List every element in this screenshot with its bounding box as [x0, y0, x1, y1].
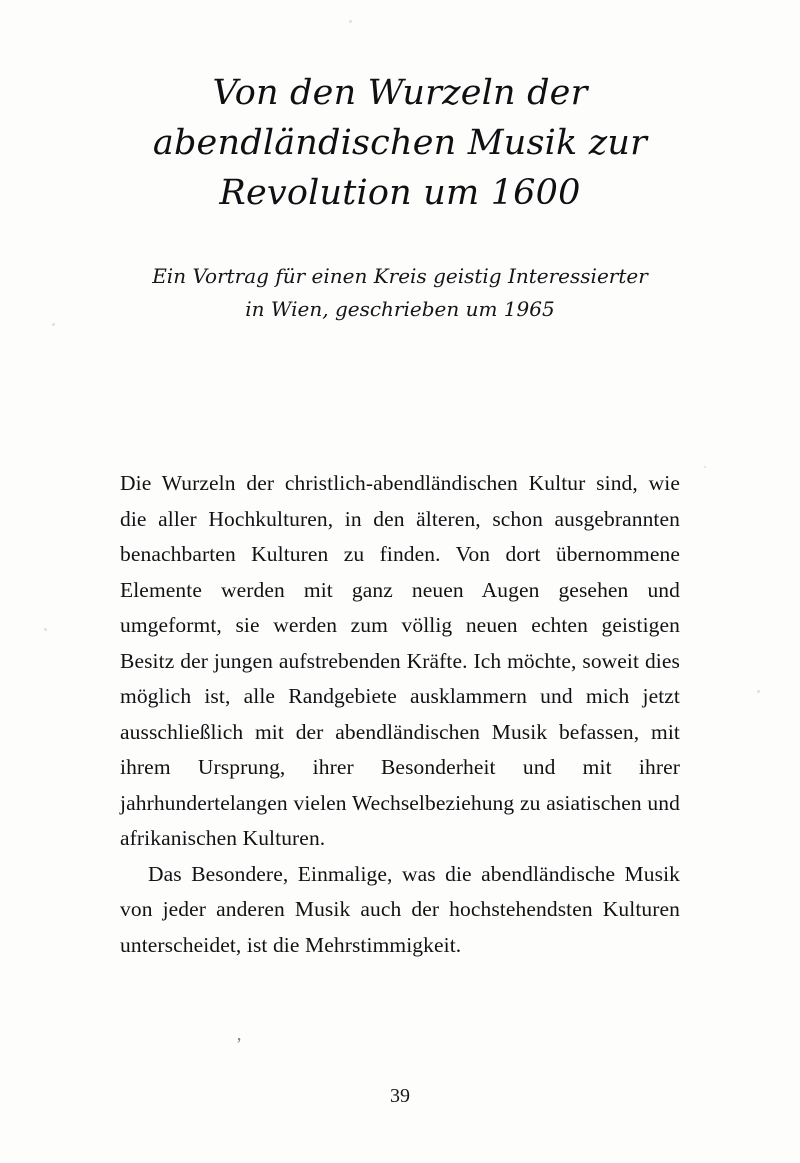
paper-speck [349, 20, 352, 23]
page-title [120, 68, 680, 218]
title-line-1: Von den Wurzeln der [212, 73, 588, 113]
paragraph-1: Die Wurzeln der christlich-abendländischen Kultur sind, wie die aller Hochkulturen, in den älteren, schon ausgebrannten benachbarten Kulturen zu finden. Von dort übernommene Elemente werden mit ganz neuen Augen gesehen und umgeformt, sie werden zum völlig neuen echten geistigen Besitz der jungen aufstrebenden Kräfte. Ich möchte, soweit dies möglich ist, alle Randgebiete ausklammern und mich jetzt ausschließlich mit der abendländischen Musik befassen, mit ihrem Ursprung, ihrer Besonderheit und mit ihrer jahrhundertelangen vielen Wechselbeziehung zu asiatischen und afrikanischen Kulturen. [120, 471, 680, 850]
paper-speck [52, 323, 55, 326]
paragraph-2: Das Besondere, Einmalige, was die abendländische Musik von jeder anderen Musik auch der hochstehendsten Kulturen unterscheidet, ist die Mehrstimmigkeit. [120, 861, 680, 957]
chapter-subtitle [120, 260, 680, 326]
chapter-title-block [120, 68, 680, 326]
page-number: 39 [390, 1085, 410, 1107]
paper-speck [757, 690, 760, 693]
paper-speck [44, 628, 47, 631]
body-text [120, 466, 680, 963]
subtitle-line-1: Ein Vortrag für einen Kreis geistig Interessierter [152, 264, 648, 288]
subtitle-line-2: in Wien, geschrieben um 1965 [245, 297, 555, 321]
paper-speck [704, 466, 706, 468]
stray-ink-mark: ʼ [236, 1034, 242, 1054]
title-line-3: Revolution um 1600 [219, 173, 581, 213]
title-line-2: abendländischen Musik zur [152, 123, 648, 163]
